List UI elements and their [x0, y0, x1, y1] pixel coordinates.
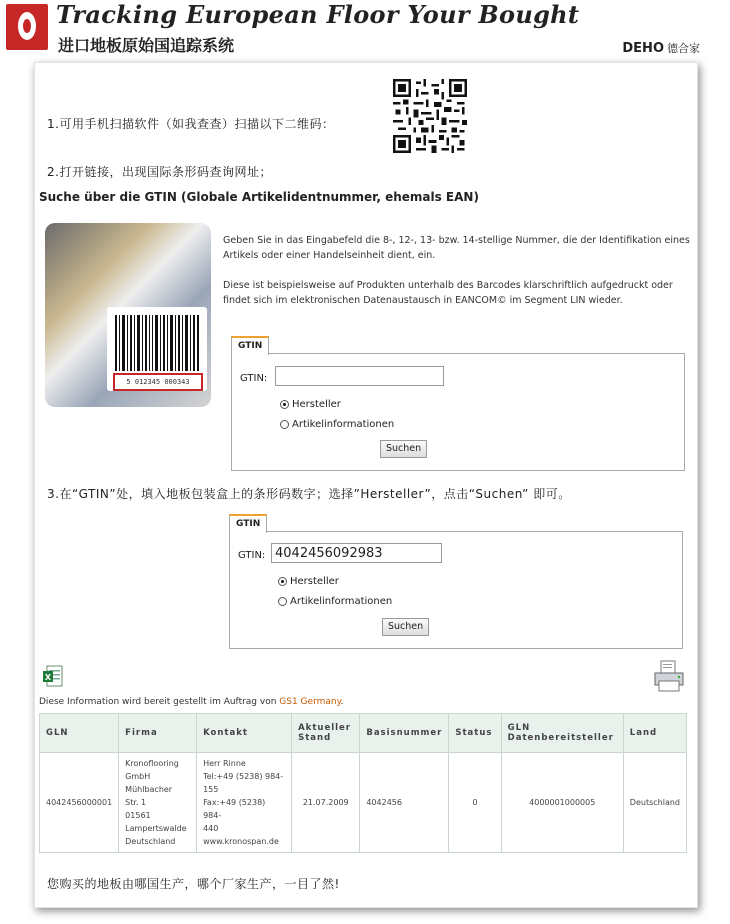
svg-text:X: X	[44, 673, 52, 682]
brand-latin: DEHO	[622, 41, 664, 56]
search-description-2: Diese ist beispielsweise auf Produkten unterhalb des Barcodes klarschriftlich aufgedruckt oder findet sich im elektronischen Datenaustausch in EANCOM© im Segment LIN wieder.	[223, 280, 673, 306]
gtin-input[interactable]: 4042456092983	[271, 543, 442, 563]
step-2-text: 2.打开链接，出现国际条形码查询网址；	[47, 165, 272, 179]
cell-basisnummer: 4042456	[360, 753, 449, 853]
barcode-number: 5 012345 000343	[113, 373, 203, 391]
result-table	[39, 713, 687, 853]
cell-status: 0	[449, 753, 501, 853]
firma-line: Lampertswalde	[125, 824, 187, 833]
gs1-germany-link[interactable]: GS1 Germany	[279, 697, 341, 707]
column-header: GLN Datenbereitsteller	[501, 714, 623, 753]
column-header: Aktueller Stand	[292, 714, 360, 753]
column-header: Kontakt	[197, 714, 292, 753]
gtin-form-example	[231, 341, 685, 471]
excel-icon[interactable]	[43, 665, 63, 687]
radio-hersteller[interactable]	[278, 576, 339, 587]
radio-label: Hersteller	[292, 399, 341, 410]
search-button[interactable]: Suchen	[382, 618, 429, 636]
column-header: Status	[449, 714, 501, 753]
kontakt-line: Tel:+49 (5238) 984-	[203, 772, 284, 781]
radio-dot[interactable]	[278, 597, 287, 606]
brand-name	[622, 40, 700, 56]
radio-label: Hersteller	[290, 576, 339, 587]
qr-code-icon[interactable]	[393, 79, 467, 153]
info-prefix: Diese Information wird bereit gestellt im Auftrag von	[39, 697, 280, 707]
radio-label: Artikelinformationen	[290, 596, 393, 607]
column-header: Basisnummer	[360, 714, 449, 753]
printer-icon[interactable]	[653, 659, 685, 693]
cell-stand: 21.07.2009	[292, 753, 360, 853]
page-header	[0, 0, 730, 62]
radio-artikelinformationen[interactable]	[278, 596, 392, 607]
radio-dot[interactable]	[280, 400, 289, 409]
column-header: Land	[623, 714, 686, 753]
search-button[interactable]: Suchen	[380, 440, 427, 458]
cell-gln-provider: 4000001000005	[501, 753, 623, 853]
brand-logo-icon	[6, 4, 48, 50]
search-heading: Suche über die GTIN (Globale Artikelidentnummer, ehemals EAN)	[39, 190, 479, 204]
table-row	[40, 753, 687, 853]
kontakt-line: Herr Rinne	[203, 759, 246, 768]
firma-line: GmbH	[125, 772, 151, 781]
gtin-input[interactable]	[275, 366, 444, 386]
page-subtitle: 进口地板原始国追踪系统	[58, 36, 235, 55]
kontakt-line: Fax:+49 (5238) 984-	[203, 798, 266, 820]
firma-line: Str. 1	[125, 798, 147, 807]
brand-chinese: 德合家	[667, 42, 700, 55]
radio-dot[interactable]	[280, 420, 289, 429]
radio-dot[interactable]	[278, 577, 287, 586]
gtin-label: GTIN:	[238, 550, 266, 561]
content-card	[34, 62, 698, 908]
step-3-text: 3.在“GTIN”处，填入地板包装盒上的条形码数字；选择”Hersteller”，点击“Suchen” 即可。	[47, 487, 571, 501]
firma-line: Deutschland	[125, 837, 176, 846]
gtin-label: GTIN:	[240, 373, 268, 384]
column-header: Firma	[119, 714, 197, 753]
search-description-1: Geben Sie in das Eingabefeld die 8-, 12-, 13- bzw. 14-stellige Nummer, die der Identifikation eines Artikels oder einer Handelseinheit dient, ein.	[223, 235, 690, 261]
info-suffix: .	[340, 697, 344, 707]
step-1-text: 1.可用手机扫描软件（如我查查）扫描以下二维码：	[47, 117, 335, 131]
kontakt-line: 155	[203, 785, 219, 794]
kontakt-website-link[interactable]: www.kronospan.de	[203, 837, 279, 846]
firma-line: Mühlbacher	[125, 785, 173, 794]
column-header: GLN	[40, 714, 119, 753]
firma-line: Kronoflooring	[125, 759, 179, 768]
radio-label: Artikelinformationen	[292, 419, 395, 430]
cell-land: Deutschland	[623, 753, 686, 853]
radio-artikelinformationen[interactable]	[280, 419, 394, 430]
tab-gtin[interactable]: GTIN	[229, 514, 267, 533]
info-line	[39, 697, 344, 707]
page-title: Tracking European Floor Your Bought	[56, 0, 580, 29]
footer-text: 您购买的地板由哪国生产，哪个厂家生产，一目了然!	[47, 877, 340, 891]
firma-line: 01561	[125, 811, 151, 820]
cell-kontakt	[197, 753, 292, 853]
barcode-icon	[115, 315, 199, 371]
cell-firma	[119, 753, 197, 853]
gtin-form-filled	[229, 519, 683, 649]
tab-gtin[interactable]: GTIN	[231, 336, 269, 355]
barcode-photo	[45, 223, 211, 407]
table-header-row	[40, 714, 687, 753]
cell-gln: 4042456000001	[40, 753, 119, 853]
kontakt-line: 440	[203, 824, 219, 833]
radio-hersteller[interactable]	[280, 399, 341, 410]
